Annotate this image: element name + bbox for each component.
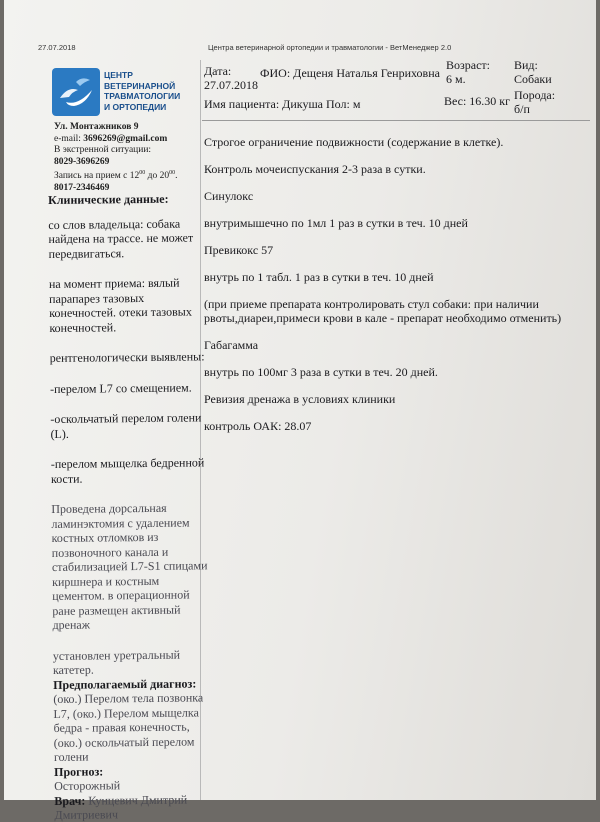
document-sheet xyxy=(4,0,596,822)
prescription-line: внутримышечно по 1мл 1 раз в сутки в теч. 10 дней xyxy=(204,216,468,230)
clinic-address: Ул. Монтажников 9 xyxy=(54,122,139,132)
prescription-line: (при приеме препарата контролировать стул собаки: при наличии рвоты,диареи,примеси крови в кале - препарат необходимо отменить) xyxy=(204,297,562,325)
prescription-line: Синулокс xyxy=(204,189,254,203)
hands-icon xyxy=(52,68,100,116)
clinic-logo-text: ЦЕНТР ВЕТЕРИНАРНОЙ ТРАВМАТОЛОГИИ И ОРТОПЕДИИ xyxy=(104,70,181,112)
clinical-paragraph: -оскольчатый перелом голени (L). xyxy=(50,410,202,441)
doctor: Врач: Кунцевич Дмитрий Дмитриевич xyxy=(54,792,188,822)
emergency-label: В экстренной ситуации: xyxy=(54,145,152,155)
clinic-logo xyxy=(52,64,190,120)
age-label: Возраст: xyxy=(446,58,490,72)
prescriptions-column xyxy=(204,135,594,446)
prescription-line: внутрь по 100мг 3 раза в сутки в теч. 20 дней. xyxy=(204,365,438,379)
prognosis-text: Осторожный xyxy=(54,778,121,793)
patient-weight: Вес: 16.30 кг xyxy=(444,94,511,108)
clinical-paragraph: на момент приема: вялый парапарез тазовых конечностей. отеки тазовых конечностей. xyxy=(48,275,192,335)
breed-value: б/п xyxy=(514,102,530,116)
surgery-description: Проведена дорсальная ламинэктомия с удалением костных отломков из позвоночного канала и стабилизацией L7-S1 спицами киршнера и костным цементом. в операционной ране размещен активный дренаж xyxy=(51,500,208,632)
prescription-line: Ревизия дренажа в условиях клиники xyxy=(204,392,396,406)
clinical-column xyxy=(48,191,215,822)
date-label: Дата: xyxy=(204,64,232,78)
diagnosis-title: Предполагаемый диагноз: xyxy=(53,675,197,692)
prescription-line: Строгое ограничение подвижности (содержание в клетке). xyxy=(204,135,504,149)
clinical-paragraph: -перелом L7 со смещением. xyxy=(49,380,192,396)
appointment-phone: 8017-2346469 xyxy=(54,182,110,193)
prescription-line: Контроль мочеиспускания 2-3 раза в сутки. xyxy=(204,162,426,176)
date-value: 27.07.2018 xyxy=(204,78,258,92)
species-value: Собаки xyxy=(514,72,552,86)
clinic-email: e-mail: 3696269@gmail.com xyxy=(54,133,168,144)
prognosis-title: Прогноз: xyxy=(53,763,104,779)
diagnosis-text: (око.) Перелом тела позвонка L7, (око.) Перелом мыщелка бедра - правая конечность, (око.) оскольчатый перелом голени xyxy=(53,690,204,764)
patient-info: Имя пациента: Дикуша Пол: м xyxy=(204,97,361,111)
species-label: Вид: xyxy=(514,58,538,72)
emergency-phone: 8029-3696269 xyxy=(54,156,110,167)
header-divider xyxy=(202,120,590,121)
appointment-hours: Запись на прием с $12^{00}$ до $20^{00}$. xyxy=(54,170,178,182)
prescription-line: контроль ОАК: 28.07 xyxy=(204,419,312,433)
clinical-paragraph: установлен уретральный катетер. xyxy=(52,647,181,677)
breed-label: Порода: xyxy=(514,88,556,102)
prescription-line: Габагамма xyxy=(204,338,259,352)
clinical-paragraph: -перелом мыщелка бедренной кости. xyxy=(50,455,205,486)
print-title: Центра ветеринарной ортопедии и травматологии - ВетМенеджер 2.0 xyxy=(208,43,452,52)
print-date: 27.07.2018 xyxy=(38,43,76,52)
prescription-line: внутрь по 1 табл. 1 раз в сутки в теч. 10 дней xyxy=(204,270,434,284)
clinical-paragraph: со слов владельца: собака найдена на трассе. не может передвигаться. xyxy=(48,216,194,261)
prescription-line: Превикокс 57 xyxy=(204,243,274,257)
clinical-title: Клинические данные: xyxy=(48,191,169,207)
age-value: 6 м. xyxy=(446,72,466,86)
clinical-paragraph: рентгенологически выявлены: xyxy=(49,349,205,365)
clinic-contacts xyxy=(54,122,204,194)
owner-name: ФИО: Дещеня Наталья Генриховна xyxy=(260,66,440,80)
